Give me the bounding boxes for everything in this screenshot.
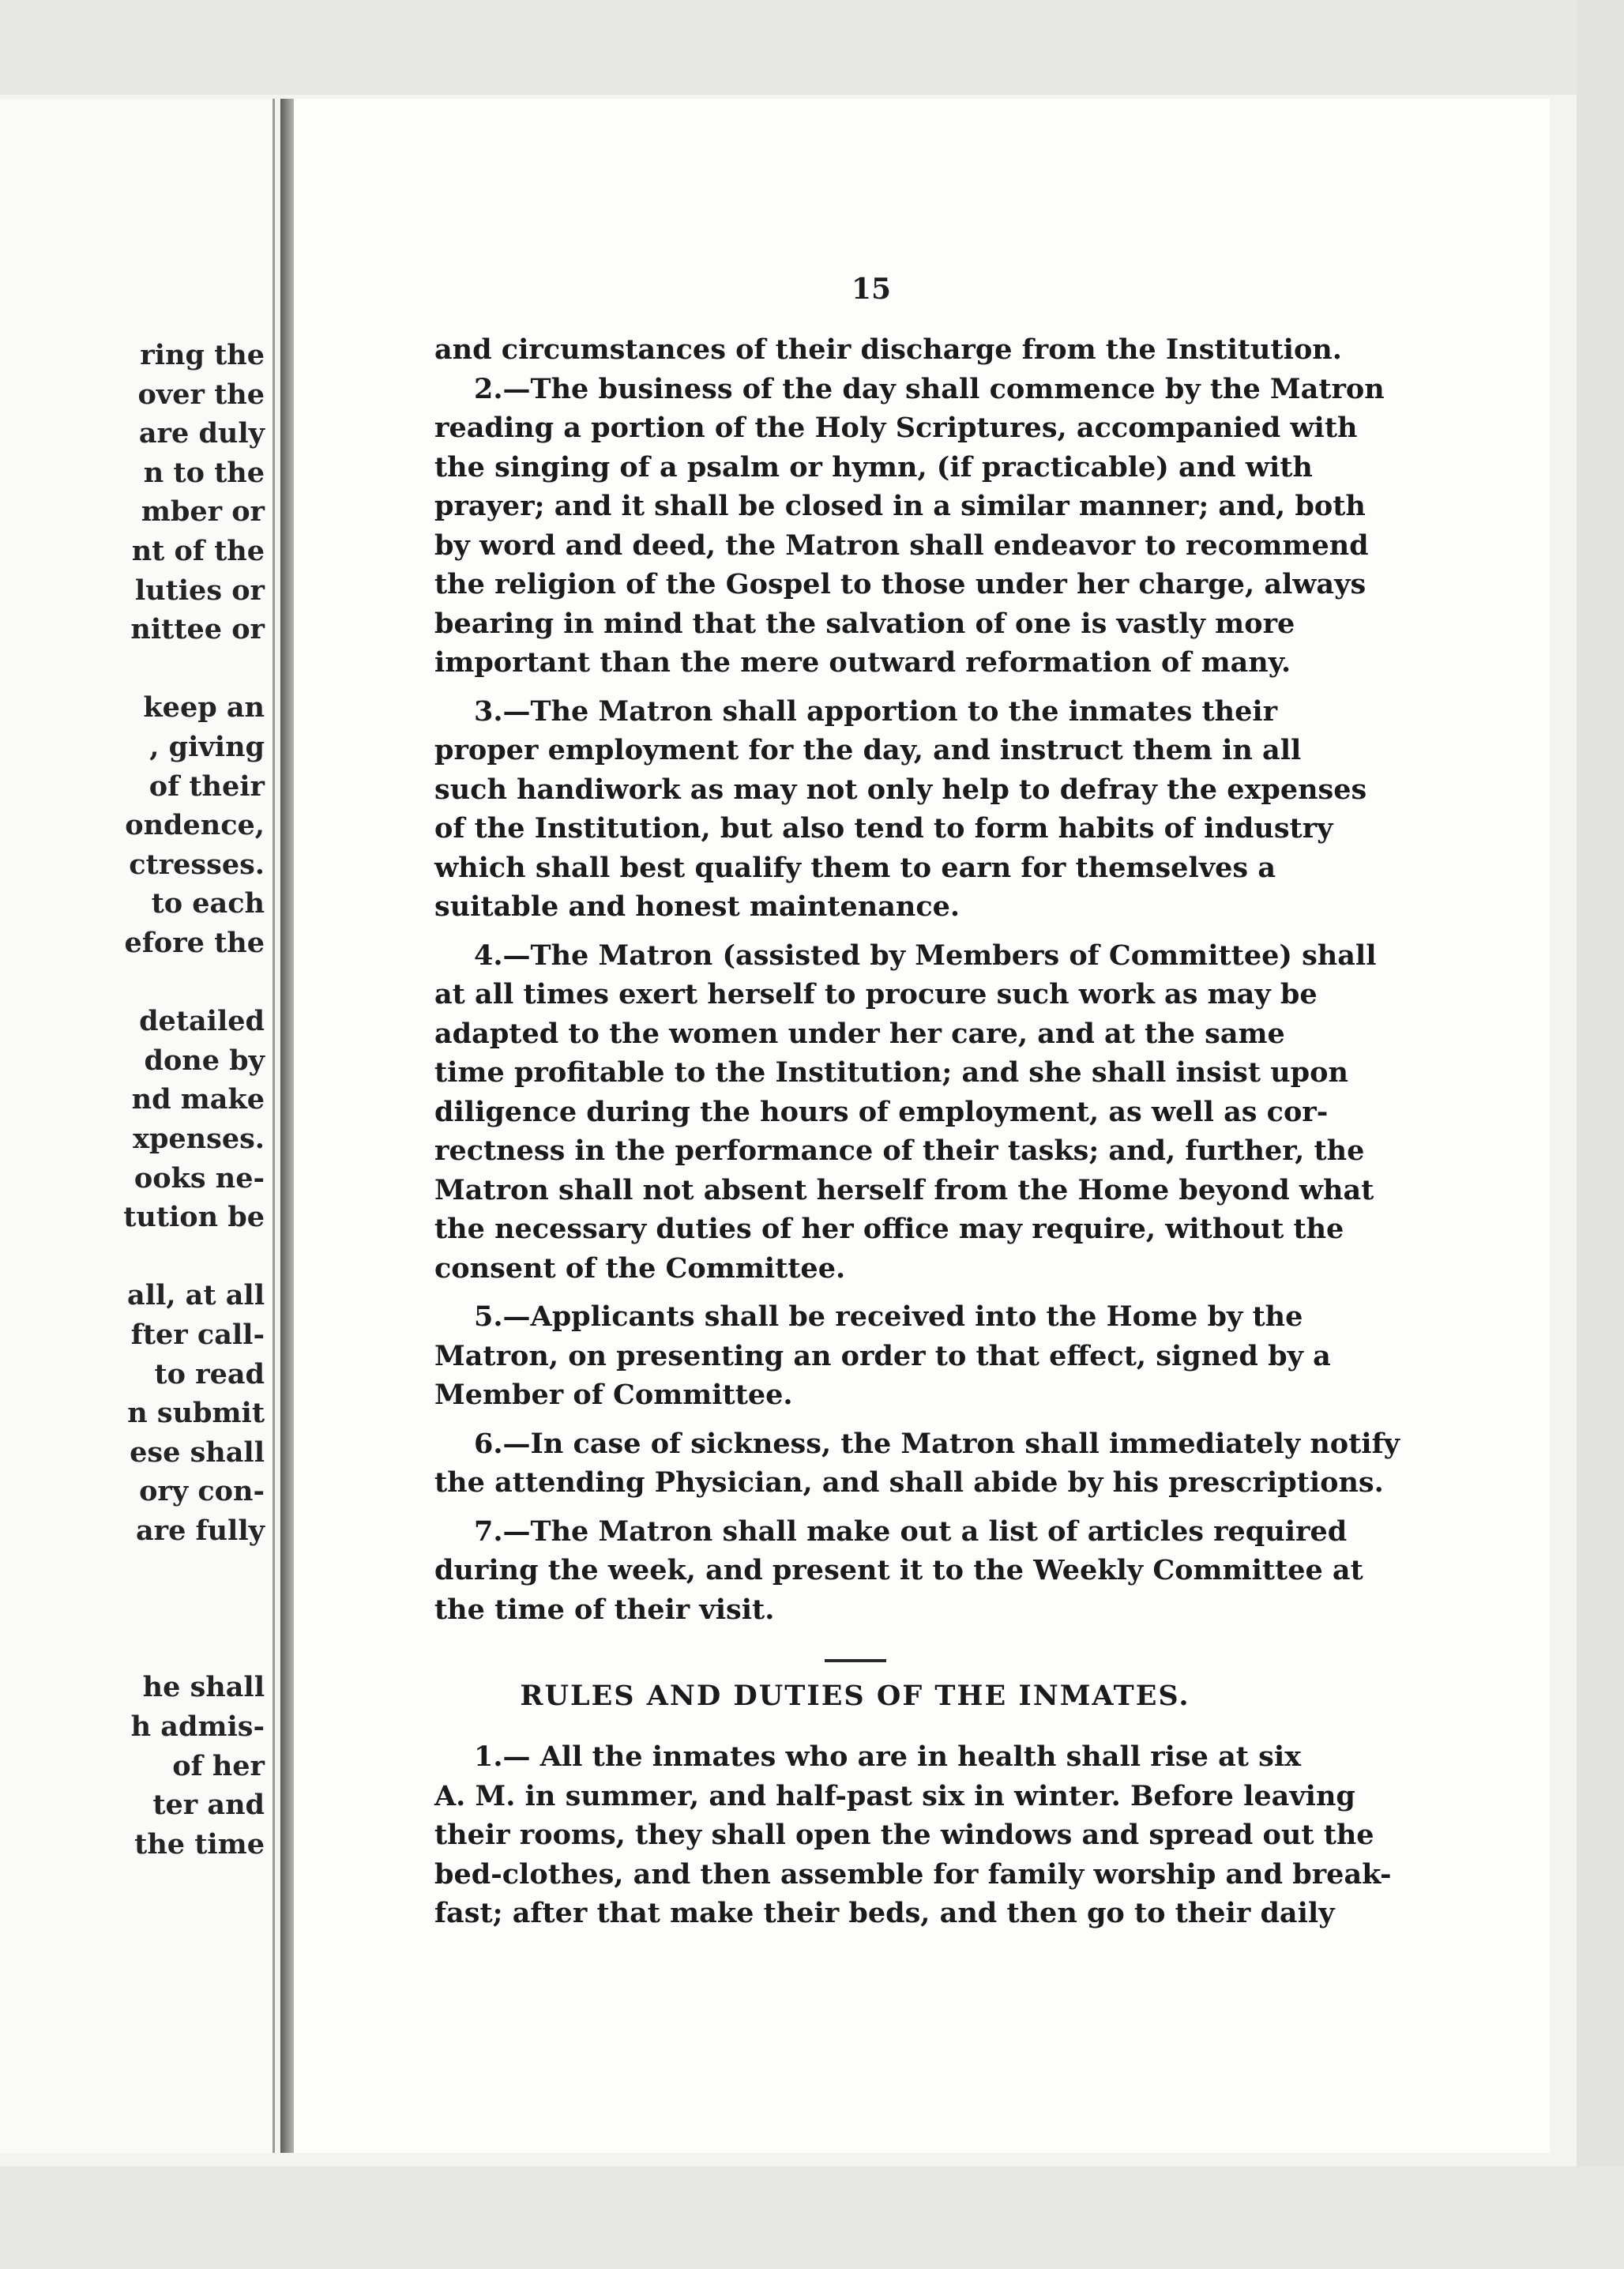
left-page-fragment [0,99,275,2153]
text-line: the attending Physician, and shall abide by his prescriptions. [434,1466,1384,1499]
text-line: 7.—The Matron shall make out a list of articles required [474,1515,1348,1548]
left-page-line: efore the [124,927,265,959]
text-line: prayer; and it shall be closed in a similar manner; and, both [434,490,1366,522]
text-line: Member of Committee. [434,1379,793,1411]
text-line: the necessary duties of her office may require, without the [434,1213,1344,1245]
left-page-line: ooks ne- [133,1161,265,1195]
left-page-line: the time [134,1827,265,1861]
left-page-line: nittee or [130,613,265,646]
text-line: during the week, and present it to the Weekly Committee at [434,1554,1363,1586]
left-page-line: ter and [152,1789,265,1822]
scan-background-bottom [0,2166,1624,2269]
section-divider [825,1659,886,1662]
text-line: reading a portion of the Holy Scriptures, accompanied with [434,412,1358,444]
left-page-line: all, at all [127,1279,265,1312]
left-page-line: , giving [149,731,265,763]
left-page-line: to read [154,1357,265,1390]
left-page-line: xpenses. [133,1123,265,1155]
left-page-line: tution be [123,1201,265,1234]
text-line: bed-clothes, and then assemble for family worship and break- [434,1857,1392,1891]
left-page-line: ctresses. [129,848,265,881]
scan-background-top [0,0,1624,95]
left-page-line: n submit [127,1397,265,1430]
text-line: 4.—The Matron (assisted by Members of Committee) shall [474,939,1377,972]
text-line: suitable and honest maintenance. [434,890,960,923]
paragraph-gap [434,1288,1276,1297]
left-page-line: are fully [135,1515,265,1547]
text-line: Matron, on presenting an order to that effect, signed by a [434,1339,1331,1372]
text-line: rectness in the performance of their tasks; and, further, the [434,1134,1365,1167]
text-line: the singing of a psalm or hymn, (if practicable) and with [434,450,1313,484]
left-page-line: mber or [141,495,265,529]
text-line: the religion of the Gospel to those under her charge, always [434,568,1366,600]
text-line: 1.— All the inmates who are in health shall rise at six [474,1740,1301,1773]
left-page-line: luties or [134,574,265,607]
paragraph-gap [434,683,1276,692]
left-page-line: nt of the [131,535,265,567]
text-line: proper employment for the day, and instruct them in all [434,734,1302,766]
left-page-line: fter call- [130,1319,265,1351]
text-line: Matron shall not absent herself from the Home beyond what [434,1173,1374,1206]
text-line: consent of the Committee. [434,1251,846,1285]
text-line: adapted to the women under her care, and at the same [434,1017,1285,1050]
left-page-line: done by [144,1044,265,1077]
text-line: time profitable to the Institution; and she shall insist upon [434,1056,1348,1089]
text-line: of the Institution, but also tend to form habits of industry [434,812,1333,845]
scan-background-right [1577,0,1624,2269]
left-page-line: over the [137,378,265,411]
section-heading: RULES AND DUTIES OF THE INMATES. [520,1680,1190,1712]
text-line: and circumstances of their discharge from the Institution. [434,333,1342,366]
page-number: 15 [851,273,892,306]
text-line: important than the mere outward reformation of many. [434,646,1291,679]
text-line: their rooms, they shall open the windows and spread out the [434,1819,1374,1851]
text-line: which shall best qualify them to earn for themselves a [434,851,1276,884]
text-line: A. M. in summer, and half-past six in winter. Before leaving [434,1779,1355,1812]
left-page-line: he shall [142,1671,265,1704]
text-line: 2.—The business of the day shall commence by the Matron [474,372,1385,405]
paragraph-gap [434,1415,1276,1424]
text-line: 6.—In case of sickness, the Matron shall immediately notify [474,1427,1400,1460]
left-page-line: to each [151,887,265,920]
text-line: 5.—Applicants shall be received into the Home by the [474,1300,1303,1333]
text-line: by word and deed, the Matron shall endeavor to recommend [434,529,1369,562]
paragraph-gap [434,927,1276,936]
left-page-line: detailed [139,1005,265,1038]
left-page-line: ring the [140,339,265,371]
left-page-line: keep an [143,691,265,724]
left-page-line: of her [172,1749,265,1782]
text-line: fast; after that make their beds, and then go to their daily [434,1897,1335,1929]
left-page-line: ory con- [139,1475,265,1508]
page-body [434,330,1400,1933]
left-page-line: ondence, [125,809,265,842]
text-line: diligence during the hours of employment, as well as cor- [434,1095,1329,1128]
text-line: bearing in mind that the salvation of one is vastly more [434,607,1295,640]
left-page-line: nd make [131,1083,265,1116]
left-page-line: of their [148,770,265,803]
left-page-line: h admis- [130,1710,265,1743]
text-line: 3.—The Matron shall apportion to the inmates their [474,694,1278,728]
text-line: such handiwork as may not only help to defray the expenses [434,773,1367,806]
text-line: at all times exert herself to procure such work as may be [434,978,1318,1010]
text-line: the time of their visit. [434,1593,775,1626]
left-page-line: ese shall [130,1436,265,1469]
left-page-line: n to the [143,456,265,489]
left-page-line: are duly [138,417,265,450]
paragraph-gap [434,1503,1276,1512]
